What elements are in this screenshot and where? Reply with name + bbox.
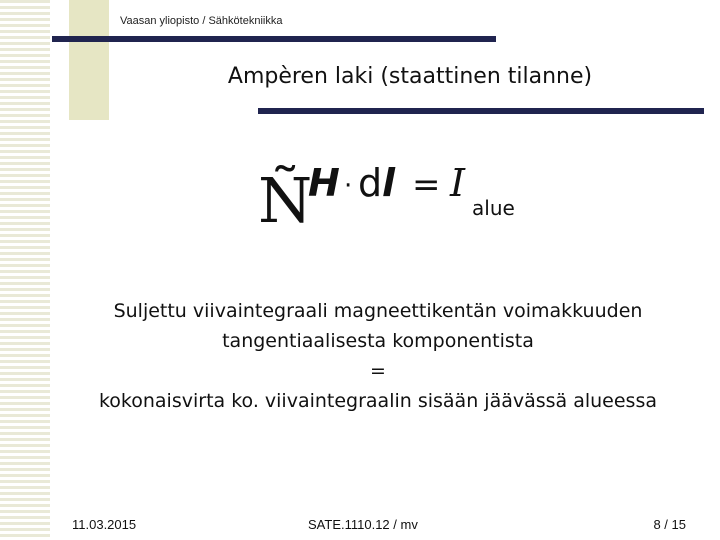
formula-field-symbol: H xyxy=(308,161,340,205)
page-number: 8 / 15 xyxy=(653,517,686,532)
body-line: kokonaisvirta ko. viivaintegraalin sisään jäävässä alueessa xyxy=(98,390,658,412)
formula-equals: = xyxy=(412,165,441,205)
footer-course: SATE.1110.12 / mv xyxy=(308,517,418,532)
header-institution: Vaasan yliopisto / Sähkötekniikka xyxy=(120,15,283,27)
title-rule xyxy=(258,108,704,114)
body-line: tangentiaalisesta komponentista xyxy=(222,330,534,352)
formula-path-symbol: l xyxy=(382,161,396,205)
formula-integral-glyph: Ñ xyxy=(258,164,313,237)
header-rule xyxy=(52,36,496,42)
formula-current-symbol: I xyxy=(450,161,466,205)
footer-date: 11.03.2015 xyxy=(72,517,137,532)
slide-title: Ampèren laki (staattinen tilanne) xyxy=(227,64,593,89)
decorative-block xyxy=(69,0,109,120)
formula-subscript: alue xyxy=(472,196,515,220)
formula-dot: · xyxy=(344,171,353,201)
ampere-law-formula xyxy=(256,148,556,238)
body-line: = xyxy=(370,360,386,382)
decorative-stripes xyxy=(0,0,50,540)
body-line: Suljettu viivaintegraali magneettikentän voimakkuuden xyxy=(113,300,643,322)
formula-differential: d xyxy=(358,161,383,205)
slide-body xyxy=(40,296,716,416)
